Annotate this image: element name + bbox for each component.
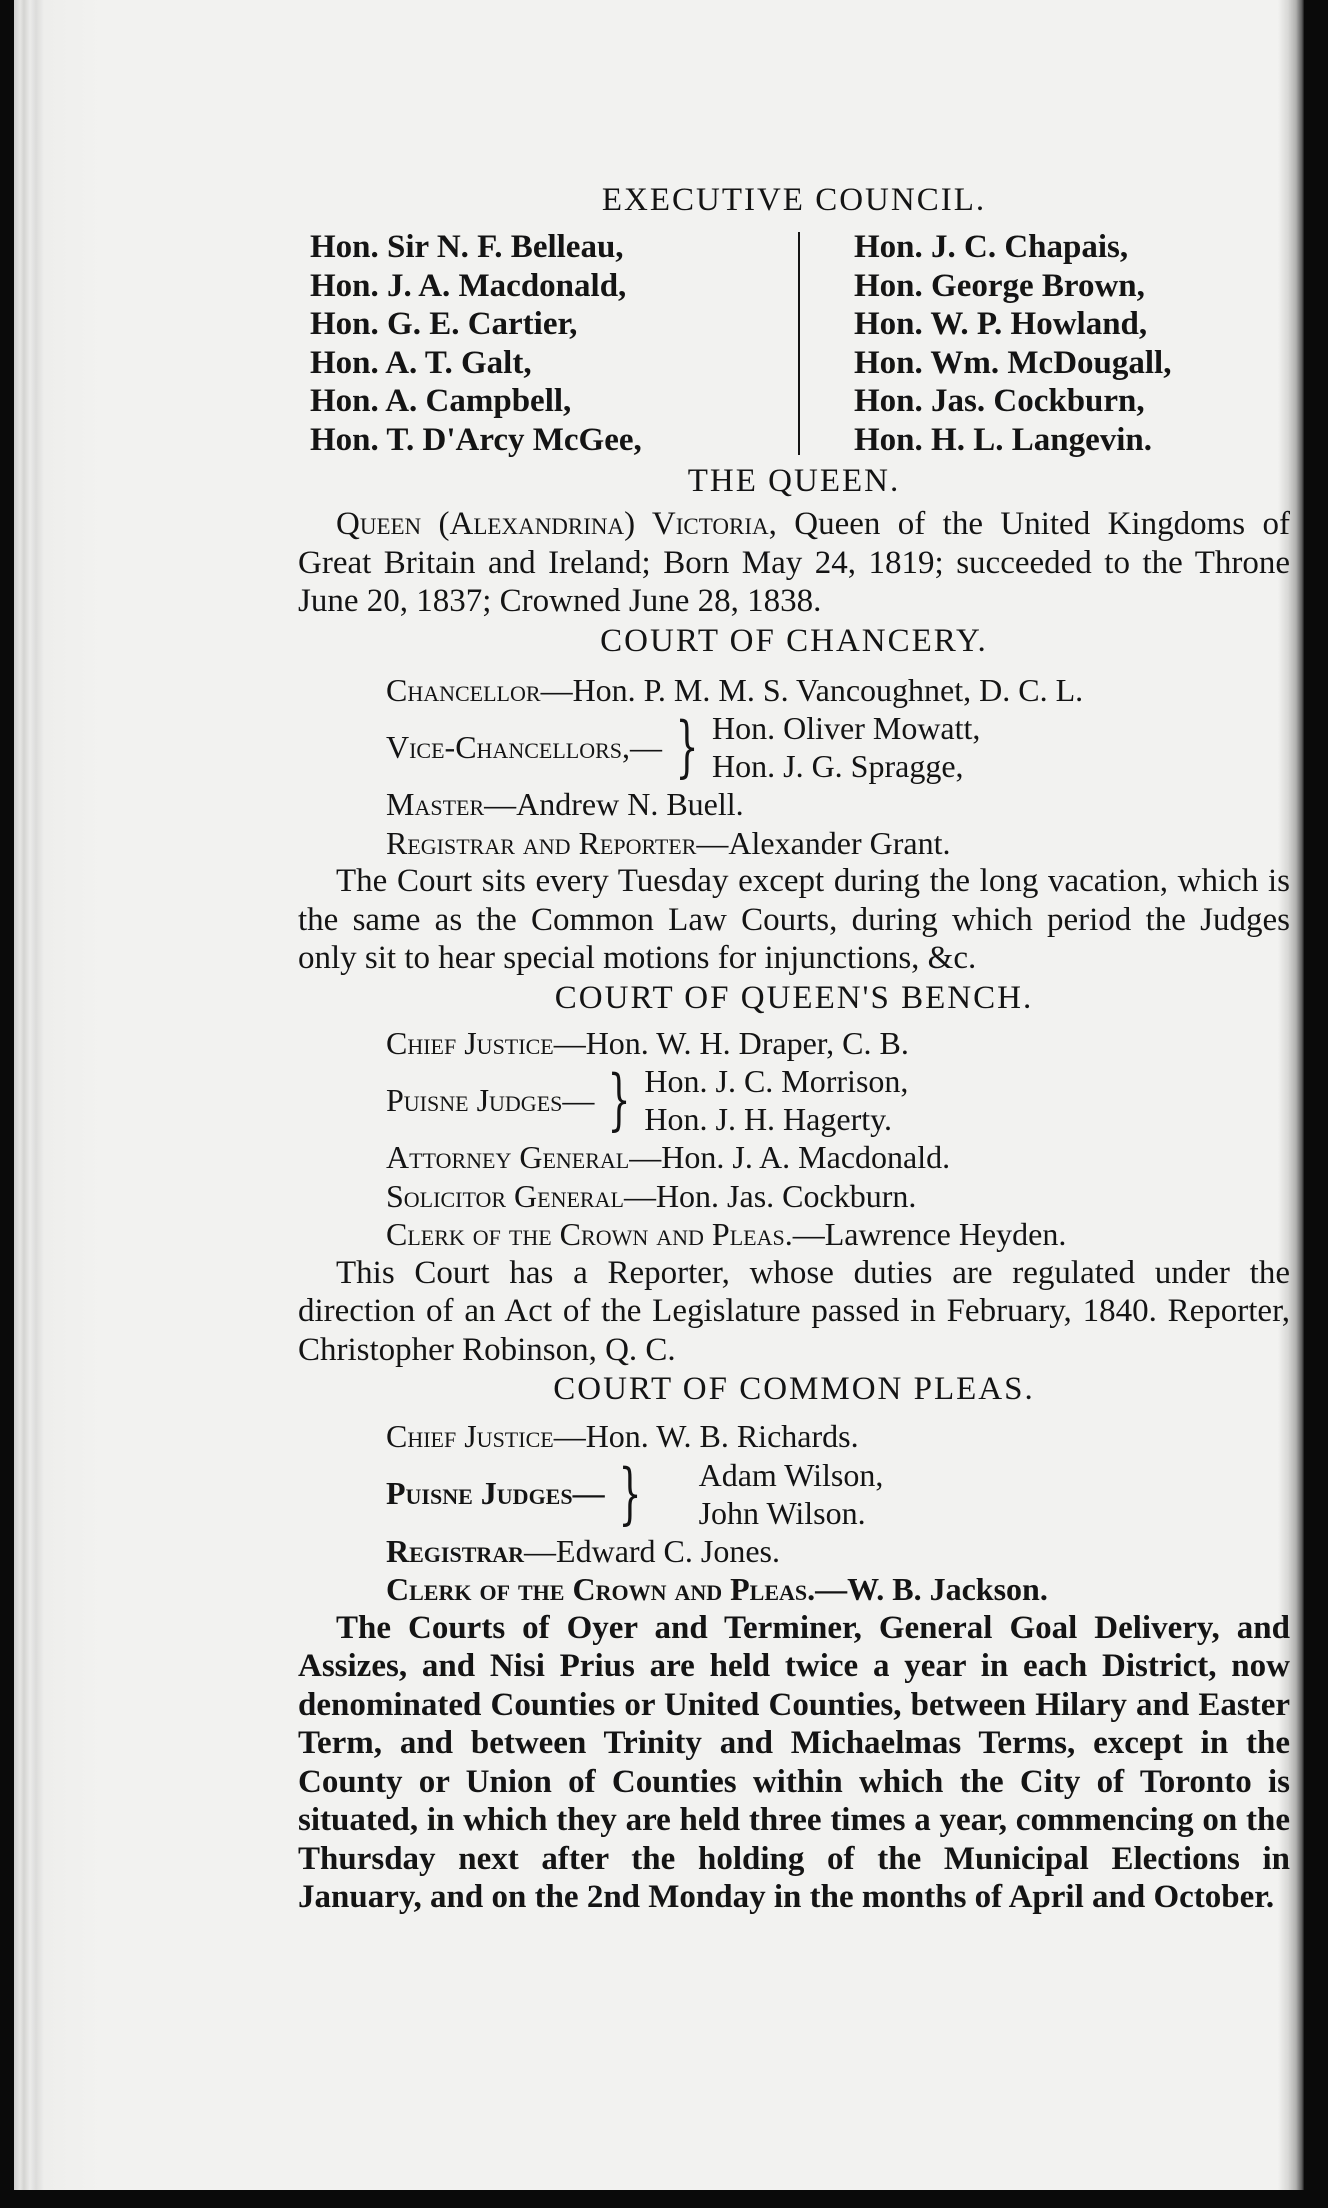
- executive-council-list: [310, 228, 1290, 459]
- vice-chancellor: Hon. Oliver Mowatt,: [712, 710, 981, 746]
- council-member: Hon. Jas. Cockburn,: [854, 383, 1145, 419]
- brace-glyph: }: [675, 708, 699, 785]
- council-member: Hon. J. A. Macdonald,: [310, 267, 627, 304]
- solicitor-general-label: Solicitor General: [386, 1177, 624, 1214]
- queen-title: THE QUEEN.: [687, 463, 901, 499]
- council-left-column: [310, 228, 798, 459]
- cp-puisne-label: Puisne Judges—: [386, 1475, 605, 1511]
- page-content: [298, 180, 1290, 1917]
- cp-clerk-entry: [386, 1570, 1290, 1609]
- council-member: Hon. H. L. Langevin.: [854, 421, 1152, 458]
- master-name: —Andrew N. Buell.: [484, 786, 744, 822]
- cp-clerk-label: Clerk of the Crown and Pleas.: [386, 1571, 816, 1607]
- puisne-judge: Adam Wilson,: [698, 1456, 884, 1493]
- attorney-general-entry: [386, 1138, 1290, 1177]
- council-member: Hon. A. T. Galt,: [310, 344, 532, 381]
- brace-glyph: }: [607, 1061, 631, 1138]
- vice-chancellors-entry: [386, 709, 1290, 785]
- cp-registrar-name: —Edward C. Jones.: [524, 1532, 780, 1569]
- queens-bench-paragraph: This Court has a Reporter, whose duties are regulated under the direction of an Act of the Legislature passed in February, 1840. Reporter, Christopher Robinson, Q. C.: [298, 1254, 1290, 1368]
- vice-chancellor: Hon. J. G. Spragge,: [712, 748, 964, 784]
- page-edge-left: [14, 0, 104, 2190]
- puisne-judge: John Wilson.: [698, 1494, 866, 1531]
- qb-clerk-label: Clerk of the Crown and Pleas.: [386, 1216, 793, 1252]
- queens-bench-title: COURT OF QUEEN'S BENCH.: [554, 979, 1034, 1016]
- council-member: Hon. J. C. Chapais,: [854, 229, 1129, 265]
- executive-council-title: EXECUTIVE COUNCIL.: [601, 182, 987, 218]
- qb-clerk-name: —Lawrence Heyden.: [792, 1216, 1067, 1252]
- vice-chancellors-label: Vice-Chancellors,—: [386, 728, 662, 765]
- registrar-entry: [386, 824, 1290, 863]
- solicitor-general-name: —Hon. Jas. Cockburn.: [623, 1177, 917, 1214]
- chancellor-entry: [386, 671, 1290, 710]
- qb-chief-justice-entry: [386, 1024, 1290, 1063]
- cp-chief-justice-name: —Hon. W. B. Richards.: [553, 1418, 859, 1454]
- council-member: Hon. George Brown,: [854, 267, 1145, 304]
- attorney-general-name: —Hon. J. A. Macdonald.: [629, 1139, 951, 1175]
- cp-puisne-judges-entry: [386, 1456, 1290, 1532]
- puisne-judge: Hon. J. H. Hagerty.: [644, 1101, 893, 1137]
- cp-registrar-entry: [386, 1532, 1290, 1571]
- master-label: Master: [386, 786, 485, 822]
- queen-name: Queen (Alexandrina) Victoria,: [336, 506, 777, 542]
- book-page: [14, 0, 1304, 2190]
- chancellor-name: —Hon. P. M. M. S. Vancoughnet, D. C. L.: [540, 671, 1084, 708]
- brace-glyph: }: [618, 1454, 642, 1532]
- chancellor-label: Chancellor: [386, 671, 541, 708]
- qb-chief-justice-label: Chief Justice: [386, 1024, 554, 1061]
- puisne-judge: Hon. J. C. Morrison,: [644, 1063, 909, 1099]
- qb-clerk-entry: [386, 1215, 1290, 1254]
- registrar-name: —Alexander Grant.: [696, 824, 951, 861]
- chancery-paragraph: The Court sits every Tuesday except during the long vacation, which is the same as the Common Law Courts, during which period the Judges only sit to hear special motions for injunctions, &c.: [298, 863, 1290, 976]
- council-member: Hon. A. Campbell,: [310, 383, 572, 419]
- qb-puisne-label: Puisne Judges—: [386, 1081, 595, 1118]
- registrar-label: Registrar and Reporter: [386, 824, 697, 861]
- master-entry: [386, 785, 1290, 824]
- vice-chancellors-names: [712, 709, 980, 785]
- queen-text: Queen of the United Kingdoms of Great Britain and Ireland; Born May 24, 1819; succeeded to the Throne June 20, 1837; Crowned June 28, 1838.: [298, 506, 1290, 619]
- cp-chief-justice-label: Chief Justice: [386, 1418, 554, 1454]
- council-member: Hon. W. P. Howland,: [854, 306, 1148, 342]
- council-member: Hon. G. E. Cartier,: [310, 306, 578, 342]
- common-pleas-title: COURT OF COMMON PLEAS.: [553, 1371, 1035, 1407]
- common-pleas-paragraph: The Courts of Oyer and Terminer, General Goal Delivery, and Assizes, and Nisi Prius are held twice a year in each District, now denominated Counties or United Counties, between Hilary and Easter Term, and between Trinity and Michaelmas Terms, except in the County or Union of Counties within which the City of Toronto is situated, in which they are held three times a year, commencing on the Thursday next after the holding of the Municipal Elections in January, and on the 2nd Monday in the months of April and October.: [298, 1609, 1290, 1915]
- cp-clerk-name: —W. B. Jackson.: [815, 1571, 1048, 1607]
- council-right-column: [800, 228, 1171, 459]
- solicitor-general-entry: [386, 1177, 1290, 1216]
- attorney-general-label: Attorney General: [386, 1139, 630, 1175]
- cp-puisne-names: [699, 1456, 884, 1532]
- qb-chief-justice-name: —Hon. W. H. Draper, C. B.: [553, 1024, 909, 1061]
- queen-paragraph: [298, 505, 1290, 621]
- council-member: Hon. Wm. McDougall,: [854, 344, 1172, 381]
- qb-puisne-names: [644, 1062, 908, 1138]
- cp-chief-justice-entry: [386, 1417, 1290, 1456]
- qb-puisne-judges-entry: [386, 1062, 1290, 1138]
- cp-registrar-label: Registrar: [386, 1532, 525, 1569]
- chancery-title: COURT OF CHANCERY.: [600, 622, 988, 659]
- council-member: Hon. T. D'Arcy McGee,: [310, 421, 642, 458]
- council-member: Hon. Sir N. F. Belleau,: [310, 229, 624, 265]
